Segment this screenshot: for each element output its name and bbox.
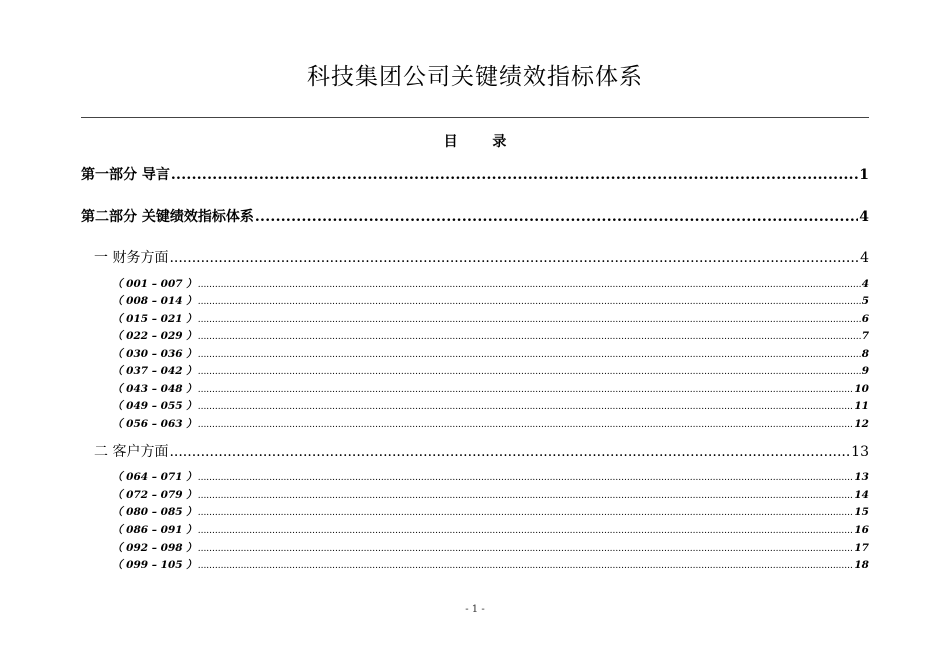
dot-leader [198,526,854,536]
dot-leader [255,209,858,225]
toc-entry-label: （ 080 – 085 ） [112,506,197,518]
toc-entry-item[interactable] [112,293,869,308]
toc-entry-item[interactable] [112,311,869,326]
dot-leader [198,420,854,430]
toc-entry-label: （ 015 – 021 ） [112,313,197,325]
dot-leader [198,297,861,307]
toc-entry-label: （ 001 – 007 ） [112,278,197,290]
toc-entry-label: （ 056 – 063 ） [112,418,197,430]
dot-leader [169,444,850,460]
toc-heading: 目 录 [443,134,507,150]
title-divider [81,117,869,118]
toc-entry-label: （ 086 – 091 ） [112,524,197,536]
toc-entry-part-1[interactable] [81,164,869,184]
dot-leader [198,402,854,412]
toc-entry-item[interactable] [112,557,869,572]
toc-entry-item[interactable] [112,276,869,291]
dot-leader [198,508,854,518]
toc-entry-label: （ 092 – 098 ） [112,542,197,554]
toc-entry-section-customer[interactable] [94,441,869,461]
toc-entry-item[interactable] [112,469,869,484]
dot-leader [198,315,861,325]
toc-entry-page: 6 [861,313,869,325]
toc-entry-item[interactable] [112,540,869,555]
toc-entry-label: （ 049 – 055 ） [112,400,197,412]
toc-entry-label: 第一部分 导言 [81,167,170,183]
toc-entry-label: （ 037 – 042 ） [112,365,197,377]
toc-entry-page: 4 [860,250,869,266]
dot-leader [198,473,854,483]
dot-leader [198,544,854,554]
toc-entry-section-finance[interactable] [94,247,869,267]
toc-entry-item[interactable] [112,328,869,343]
toc-entry-page: 13 [851,444,869,460]
toc-entry-page: 4 [861,278,869,290]
toc-entry-label: （ 072 – 079 ） [112,489,197,501]
toc-entry-label: （ 022 – 029 ） [112,330,197,342]
toc-entry-page: 9 [861,365,869,377]
toc-entry-page: 12 [854,418,869,430]
dot-leader [198,367,861,377]
toc-entry-page: 15 [854,506,869,518]
dot-leader [198,385,854,395]
toc-entry-page: 10 [854,383,869,395]
toc-entry-page: 16 [854,524,869,536]
toc-entry-item[interactable] [112,398,869,413]
dot-leader [198,280,861,290]
dot-leader [198,332,861,342]
toc-entry-item[interactable] [112,381,869,396]
toc-entry-item[interactable] [112,346,869,361]
toc-entry-label: （ 030 – 036 ） [112,348,197,360]
toc-entry-label: 一 财务方面 [94,250,169,266]
toc-entry-page: 4 [859,209,869,225]
toc-entry-item[interactable] [112,487,869,502]
toc-entry-label: （ 008 – 014 ） [112,295,197,307]
toc-entry-label: 第二部分 关键绩效指标体系 [81,209,254,225]
toc-entry-item[interactable] [112,363,869,378]
toc-entry-part-2[interactable] [81,206,869,226]
toc-entry-label: （ 064 – 071 ） [112,471,197,483]
dot-leader [169,250,859,266]
dot-leader [198,491,854,501]
toc-entry-label: （ 099 – 105 ） [112,559,197,571]
toc-entry-page: 5 [861,295,869,307]
toc-entry-page: 7 [861,330,869,342]
toc-entry-page: 14 [854,489,869,501]
toc-entry-item[interactable] [112,522,869,537]
dot-leader [198,350,861,360]
page-number-footer: - 1 - [465,604,485,615]
page-title: 科技集团公司关键绩效指标体系 [307,64,643,90]
toc-entry-label: 二 客户方面 [94,444,169,460]
dot-leader [171,167,858,183]
toc-entry-page: 18 [854,559,869,571]
toc-entry-item[interactable] [112,416,869,431]
toc-entry-page: 8 [861,348,869,360]
toc-entry-page: 17 [854,542,869,554]
toc-entry-page: 11 [854,400,869,412]
dot-leader [198,561,854,571]
toc-entry-page: 13 [854,471,869,483]
toc-entry-item[interactable] [112,504,869,519]
toc-entry-label: （ 043 – 048 ） [112,383,197,395]
toc-entry-page: 1 [859,167,869,183]
